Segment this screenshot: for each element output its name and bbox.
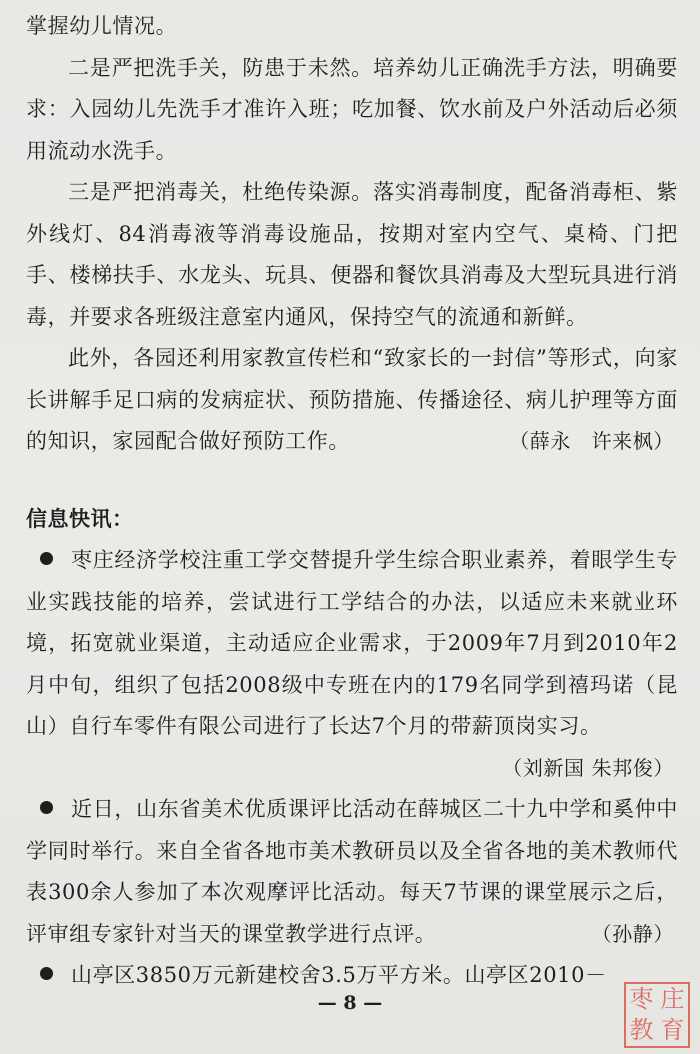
news-item-text <box>26 540 678 748</box>
bullet-icon <box>40 967 53 980</box>
page-content <box>26 6 678 997</box>
paragraph-home-school: 此外，各园还利用家教宣传栏和“致家长的一封信”等形式，向家长讲解手足口病的发病症状、预防措施、传播途径、病儿护理等方面的知识，家园配合做好预防工作。 <box>26 346 678 453</box>
news-item <box>26 955 678 997</box>
section-heading: 信息快讯： <box>26 506 134 531</box>
stamp-char: 育 <box>660 1016 685 1044</box>
stamp-char: 枣 <box>629 985 654 1013</box>
news-item-body: 近日，山东省美术优质课评比活动在薛城区二十九中学和奚仲中学同时举行。来自全省各地市美术教研员以及全省各地的美术教师代表300余人参加了本次观摩评比活动。每天7节课的课堂展示之后，评审组专家针对当天的课堂教学进行点评。 <box>26 797 678 946</box>
news-item <box>26 540 678 789</box>
paragraph-handwashing: 二是严把洗手关，防患于未然。培养幼儿正确洗手方法，明确要求：入园幼儿先洗手才准许入班；吃加餐、饮水前及户外活动后必须用流动水洗手。 <box>26 55 678 163</box>
top-byline: （薛永 许来枫） <box>509 429 674 453</box>
news-item-byline: （刘新国 朱邦俊） <box>502 755 674 780</box>
bullet-icon <box>40 552 53 565</box>
paragraph-continuation: 掌握幼儿情况。 <box>26 14 178 38</box>
bullet-icon <box>40 801 53 814</box>
seal-stamp <box>624 982 690 1048</box>
news-item-body: 枣庄经济学校注重工学交替提升学生综合职业素养，着眼学生专业实践技能的培养，尝试进行工学结合的办法，以适应未来就业环境，拓宽就业渠道，主动适应企业需求，于2009年7月到2010年2月中旬，组织了包括2008级中专班在内的179名同学到禧玛诺（昆山）自行车零件有限公司进行了长达7个月的带薪顶岗实习。 <box>26 548 678 738</box>
news-item <box>26 789 678 955</box>
page-number: — 8 — <box>317 992 383 1014</box>
stamp-char: 教 <box>629 1016 654 1044</box>
paragraph-disinfection: 三是严把消毒关，杜绝传染源。落实消毒制度，配备消毒柜、紫外线灯、84消毒液等消毒设施品，按期对室内空气、桌椅、门把手、楼梯扶手、水龙头、玩具、便器和餐饮具消毒及大型玩具进行消毒，并要求各班级注意室内通风，保持空气的流通和新鲜。 <box>26 180 678 329</box>
stamp-char: 庄 <box>660 985 685 1013</box>
news-item-byline: （孙静） <box>591 921 674 946</box>
news-item-body: 山亭区3850万元新建校舍3.5万平方米。山亭区2010－ <box>71 963 607 987</box>
news-item-text <box>26 955 678 997</box>
